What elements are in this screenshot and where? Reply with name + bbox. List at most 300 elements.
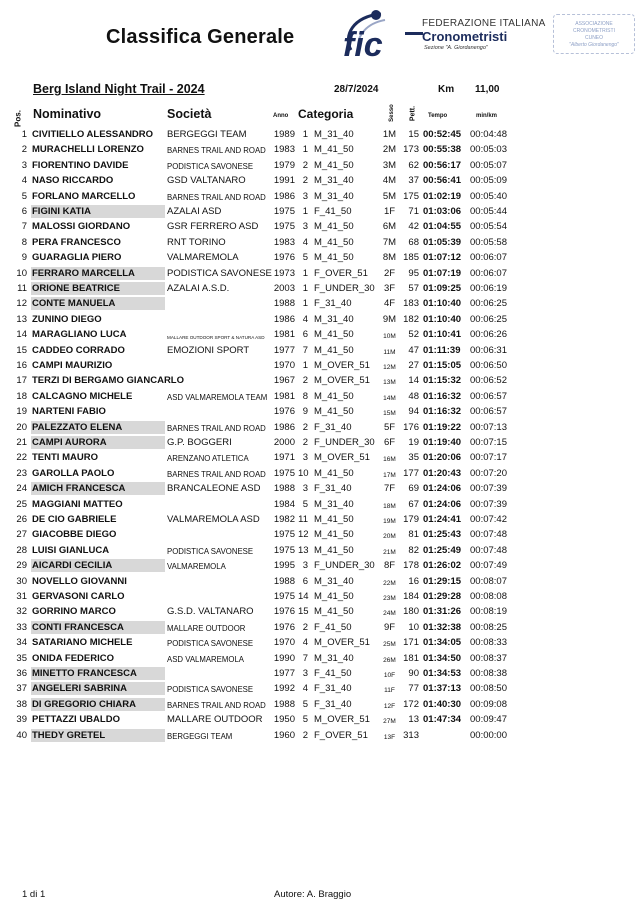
cell-category: M_41_50 [314,514,354,525]
cell-category-pos: 13 [298,544,309,556]
cell-bib: 19 [408,437,419,448]
cell-pace: 00:05:44 [470,206,507,217]
cell-bib: 177 [403,467,419,479]
cell-category: F_31_40 [314,683,352,695]
cell-category: F_31_40 [314,483,352,495]
cell-category-pos: 1 [302,129,308,140]
cell-name: MURACHELLI LORENZO [32,144,144,156]
race-date: 28/7/2024 [334,84,379,95]
cell-pos: 5 [21,190,27,202]
cell-time: 01:34:53 [423,668,462,679]
table-row [0,651,641,666]
cell-bib: 173 [403,144,419,156]
cell-category-pos: 14 [298,591,309,602]
cell-year: 1991 [273,175,295,187]
cell-category-pos: 6 [302,575,308,587]
table-row [0,281,641,296]
cell-category-pos: 1 [302,283,308,294]
cell-pos: 30 [16,575,27,587]
page-number: 1 di 1 [22,889,46,900]
cell-sex: 11M [383,348,396,356]
cell-club: GSR FERRERO ASD [167,221,259,233]
cell-bib: 171 [403,637,419,649]
cell-sex: 18M [383,502,396,510]
cell-pos: 18 [16,390,27,402]
cell-category-pos: 7 [302,344,308,356]
col-header-time: Tempo [428,113,448,119]
cell-year: 1984 [273,498,295,510]
cell-sex: 9M [382,313,397,325]
cell-sex: 17M [383,471,396,479]
cell-name: CAMPI AURORA [32,437,107,448]
table-row [0,604,641,619]
cell-sex: 1M [382,129,397,140]
cell-category: F_UNDER_30 [314,437,375,448]
col-header-bib: Pett. [409,105,417,122]
cell-time: 00:55:38 [423,144,462,156]
cell-club: BARNES TRAIL AND ROAD [167,469,266,479]
cell-club: PODISTICA SAVONESE [167,546,254,556]
cell-club: PODISTICA SAVONESE [167,267,272,279]
cell-sex: 22M [383,579,396,587]
author: Autore: A. Braggio [274,889,352,900]
cell-club: RNT TORINO [167,236,226,248]
table-row [0,142,641,157]
cell-category-pos: 3 [302,190,308,202]
cell-pace: 00:07:15 [470,437,507,448]
cell-bib: 71 [408,206,419,217]
cell-year: 1992 [273,683,295,695]
cell-pos: 24 [16,483,27,495]
cell-year: 1976 [273,621,295,633]
cell-pace: 00:05:58 [470,236,507,248]
cell-club: ARENZANO ATLETICA [167,454,249,464]
cell-sex: 3M [382,159,397,171]
cell-category-pos: 4 [302,637,308,649]
cell-sex: 8F [383,560,396,572]
table-row [0,358,641,373]
cell-pace: 00:05:40 [470,190,507,202]
table-row [0,250,641,265]
table-row [0,481,641,496]
table-row [0,466,641,481]
cell-pos: 21 [16,437,27,448]
cell-name: DE CIO GABRIELE [32,514,117,525]
cell-category-pos: 5 [302,714,308,726]
cell-club: BERGEGGI TEAM [167,731,233,741]
table-row [0,527,641,542]
cell-name: CAMPI MAURIZIO [32,360,113,371]
cell-name: DI GREGORIO CHIARA [32,698,136,710]
cell-category-pos: 5 [302,698,308,710]
cell-category: M_41_50 [314,344,354,356]
cell-pace: 00:07:49 [470,560,507,572]
cell-pace: 00:09:47 [470,714,507,726]
cell-pace: 00:06:25 [470,313,507,325]
table-row [0,343,641,358]
cell-category: M_41_50 [314,606,354,618]
cell-pace: 00:06:57 [470,406,507,418]
table-row [0,635,641,650]
cell-name: PALEZZATO ELENA [32,421,123,433]
cell-pace: 00:09:08 [470,698,507,710]
cell-category-pos: 4 [302,313,308,325]
cell-name: MARAGLIANO LUCA [32,329,127,341]
cell-bib: 69 [408,483,419,495]
cell-name: PERA FRANCESCO [32,236,121,248]
cell-sex: 7M [382,236,397,248]
cell-category: M_41_50 [314,406,354,418]
cell-sex: 8M [382,252,397,264]
table-row [0,435,641,450]
cell-category: M_41_50 [314,159,354,171]
table-row [0,574,641,589]
cell-year: 1975 [273,206,295,217]
cell-category-pos: 4 [302,683,308,695]
cell-bib: 13 [408,714,419,726]
cell-year: 1975 [273,221,295,233]
cell-category: M_OVER_51 [314,375,370,387]
cell-name: LUISI GIANLUCA [32,544,110,556]
cell-pos: 27 [16,529,27,541]
cell-name: MINETTO FRANCESCA [32,668,137,679]
cell-pos: 8 [21,236,27,248]
cell-sex: 11F [384,687,395,695]
cell-category-pos: 3 [302,483,308,495]
cell-bib: 172 [403,698,419,710]
cell-time: 00:56:41 [423,175,462,187]
cell-pos: 28 [16,544,27,556]
cell-sex: 10F [383,672,396,679]
cell-name: FERRARO MARCELLA [32,267,135,279]
cell-pos: 29 [16,560,27,572]
cell-year: 1975 [273,529,295,541]
col-header-year: Anno [273,113,289,119]
cell-name: CIVITIELLO ALESSANDRO [32,129,154,140]
cell-pace: 00:08:38 [470,668,507,679]
cell-name: NARTENI FABIO [32,406,106,418]
cell-name: AMICH FRANCESCA [32,483,126,495]
cell-sex: 23M [383,595,396,602]
cell-pos: 11 [17,283,27,294]
cell-club: PODISTICA SAVONESE [167,639,254,649]
cell-pace: 00:08:25 [470,621,507,633]
cell-year: 1970 [273,360,295,371]
cell-pace: 00:04:48 [470,129,507,140]
cell-time: 01:37:13 [423,683,462,695]
cell-sex: 9F [383,621,396,633]
table-row [0,389,641,404]
cell-bib: 68 [408,236,419,248]
cell-year: 1986 [273,190,295,202]
cell-sex: 13M [383,379,396,387]
cell-pos: 31 [16,591,27,602]
cell-sex: 21M [383,548,396,556]
cell-category: M_41_50 [314,221,354,233]
cell-time: 01:47:34 [423,714,462,726]
cell-pos: 6 [21,206,27,217]
cell-bib: 175 [403,190,419,202]
cell-club: AZALAI ASD [167,206,222,217]
cell-sex: 20M [383,533,396,541]
cell-club: BRANCALEONE ASD [167,483,261,495]
cell-category-pos: 8 [302,390,308,402]
table-row [0,312,641,327]
table-row [0,558,641,573]
cell-category-pos: 4 [302,236,308,248]
cell-category-pos: 10 [298,467,309,479]
cell-bib: 47 [408,344,419,356]
table-row [0,327,641,342]
cell-category-pos: 1 [302,360,308,371]
cell-pos: 2 [21,144,27,156]
cell-pos: 32 [16,606,27,618]
federation-line-3: Sezione "A. Giordanengo" [424,45,488,51]
cell-pos: 13 [16,313,27,325]
cell-year: 1975 [273,591,295,602]
cell-bib: 35 [408,452,419,464]
cell-pos: 9 [21,252,27,264]
cell-year: 1975 [273,544,295,556]
cell-pos: 23 [16,467,27,479]
cell-pace: 00:07:39 [470,483,507,495]
cell-name: MAGGIANI MATTEO [32,498,123,510]
cell-category: M_OVER_51 [314,637,370,649]
cell-name: GORRINO MARCO [32,606,116,618]
cell-pos: 25 [16,498,27,510]
cell-category: M_31_40 [314,190,354,202]
cell-time: 01:03:06 [423,206,462,217]
cell-sex: 5M [382,190,397,202]
cell-name: CONTI FRANCESCA [32,621,124,633]
cell-year: 1995 [273,560,295,572]
cell-name: CALCAGNO MICHELE [32,390,133,402]
cell-pace: 00:06:19 [470,283,507,294]
cell-pos: 1 [21,129,27,140]
cell-time: 01:34:05 [423,637,462,649]
cell-pos: 20 [16,421,27,433]
cell-category: F_41_50 [314,668,352,679]
cell-bib: 179 [403,514,419,525]
cell-bib: 90 [408,668,419,679]
cell-time: 01:20:43 [423,467,462,479]
cell-category: M_OVER_51 [314,452,370,464]
cell-time: 01:20:06 [423,452,462,464]
cell-pace: 00:06:07 [470,252,507,264]
cell-name: CONTE MANUELA [32,298,116,310]
cell-bib: 181 [403,652,419,664]
cell-category-pos: 3 [302,452,308,464]
cell-bib: 14 [408,375,419,387]
cell-year: 1988 [273,698,295,710]
cell-time: 01:40:30 [423,698,462,710]
cell-club: ASD VALMAREMOLA [167,654,244,664]
cell-pos: 22 [16,452,27,464]
cell-category-pos: 2 [302,729,308,741]
cell-bib: 183 [403,298,419,310]
cell-name: FORLANO MARCELLO [32,190,136,202]
cell-year: 1971 [273,452,295,464]
cell-name: MALOSSI GIORDANO [32,221,131,233]
table-row [0,589,641,604]
cell-club: EMOZIONI SPORT [167,344,250,356]
cell-pace: 00:08:08 [470,591,507,602]
cell-year: 1981 [273,329,295,341]
cell-bib: 94 [408,406,419,418]
table-row [0,404,641,419]
cell-time: 01:29:15 [423,575,462,587]
cell-pos: 26 [16,514,27,525]
cell-sex: 14M [383,394,396,402]
cell-bib: 10 [408,621,419,633]
cell-pos: 33 [16,621,27,633]
cell-pace: 00:06:25 [470,298,507,310]
cell-year: 1967 [273,375,295,387]
cell-category: M_41_50 [314,529,354,541]
cell-pos: 40 [16,729,27,741]
cell-category-pos: 5 [302,252,308,264]
cell-pos: 10 [16,267,27,279]
cell-category: M_31_40 [314,498,354,510]
cell-pace: 00:06:50 [470,360,507,371]
cell-time: 01:31:26 [423,606,462,618]
cell-year: 1970 [273,637,295,649]
table-row [0,497,641,512]
cell-sex: 19M [383,518,396,525]
cell-time: 01:34:50 [423,652,462,664]
cell-time: 01:15:05 [423,360,462,371]
cell-pace: 00:08:33 [470,637,507,649]
cell-category: M_41_50 [314,390,354,402]
table-row [0,620,641,635]
cell-bib: 178 [403,560,419,572]
cell-name: NASO RICCARDO [32,175,114,187]
cell-club: GSD VALTANARO [167,175,246,187]
cell-category: F_31_40 [314,698,352,710]
table-row [0,235,641,250]
cell-category-pos: 6 [302,329,308,341]
cell-name: ZUNINO DIEGO [32,313,102,325]
cell-pos: 19 [16,406,27,418]
cell-pos: 15 [16,344,27,356]
cell-bib: 16 [408,575,419,587]
cell-year: 1979 [273,159,295,171]
table-row [0,189,641,204]
table-row [0,697,641,712]
cell-pace: 00:06:52 [470,375,507,387]
col-header-club: Società [167,107,212,121]
cell-bib: 81 [408,529,419,541]
cell-bib: 82 [408,544,419,556]
cell-bib: 57 [408,283,419,294]
table-row [0,204,641,219]
cell-name: GIACOBBE DIEGO [32,529,117,541]
cell-time: 01:07:19 [423,267,462,279]
cell-pos: 38 [16,698,27,710]
cell-time: 01:10:40 [423,313,462,325]
cell-year: 1983 [273,236,295,248]
cell-year: 1983 [273,144,295,156]
cell-name: GAROLLA PAOLO [32,467,115,479]
col-header-category: Categoria [298,107,354,121]
cell-year: 1988 [273,575,295,587]
cell-club: MALLARE OUTDOOR SPORT & NATURA ASD [167,335,265,341]
cell-club: MALLARE OUTDOOR [167,714,263,726]
cell-pos: 17 [16,375,27,387]
cell-category: M_OVER_51 [314,714,370,726]
cell-year: 1976 [273,406,295,418]
cell-name: GUARAGLIA PIERO [32,252,122,264]
cell-year: 1986 [273,313,295,325]
cell-time: 01:11:39 [423,344,461,356]
cell-club: AZALAI A.S.D. [167,283,230,294]
cell-year: 1986 [273,421,295,433]
cell-pos: 4 [21,175,27,187]
table-row [0,296,641,311]
cell-bib: 27 [408,360,419,371]
cell-name: GERVASONI CARLO [32,591,125,602]
cell-bib: 185 [403,252,419,264]
cell-bib: 77 [408,683,419,695]
table-row [0,219,641,234]
cell-pace: 00:07:20 [470,467,507,479]
cell-pace: 00:07:17 [470,452,507,464]
col-header-sex: Sesso [389,104,395,122]
cell-category-pos: 1 [302,298,308,310]
cell-category-pos: 2 [302,421,308,433]
cell-category: F_UNDER_30 [314,283,375,294]
cell-sex: 10M [383,333,396,341]
cell-pos: 3 [21,159,27,171]
table-row [0,543,641,558]
cell-category: M_41_50 [314,329,354,341]
cell-category: M_31_40 [314,129,354,140]
cell-category: F_UNDER_30 [314,560,375,572]
cell-year: 1977 [273,668,295,679]
cell-pace: 00:07:48 [470,544,507,556]
cell-pace: 00:05:07 [470,159,507,171]
table-row [0,373,641,388]
cell-bib: 42 [408,221,419,233]
table-row [0,666,641,681]
svg-text:fic: fic [343,26,383,62]
cell-category: M_41_50 [314,544,354,556]
table-row [0,127,641,142]
cell-bib: 184 [403,591,419,602]
federation-line-1: FEDERAZIONE ITALIANA [422,18,546,29]
cell-time: 01:04:55 [423,221,462,233]
cell-sex: 24M [383,610,396,618]
col-header-pace: min/km [476,113,498,119]
cell-time: 01:25:49 [423,544,462,556]
cell-club: ASD VALMAREMOLA TEAM [167,392,268,402]
cell-sex: 4M [382,175,397,187]
km-value: 11,00 [475,84,500,95]
cell-bib: 37 [408,175,419,187]
cell-year: 1960 [273,729,295,741]
cell-name: TERZI DI BERGAMO GIANCARLO [32,375,184,387]
race-name: Berg Island Night Trail - 2024 [33,82,205,96]
cell-category: M_OVER_51 [314,360,370,371]
cell-category: M_41_50 [314,591,354,602]
cell-club: BARNES TRAIL AND ROAD [167,700,266,710]
cell-category: M_41_50 [314,467,354,479]
cell-pace: 00:05:09 [470,175,507,187]
cell-category-pos: 2 [302,375,308,387]
cell-pace: 00:08:50 [470,683,507,695]
table-row [0,681,641,696]
cell-category: F_OVER_51 [314,267,368,279]
